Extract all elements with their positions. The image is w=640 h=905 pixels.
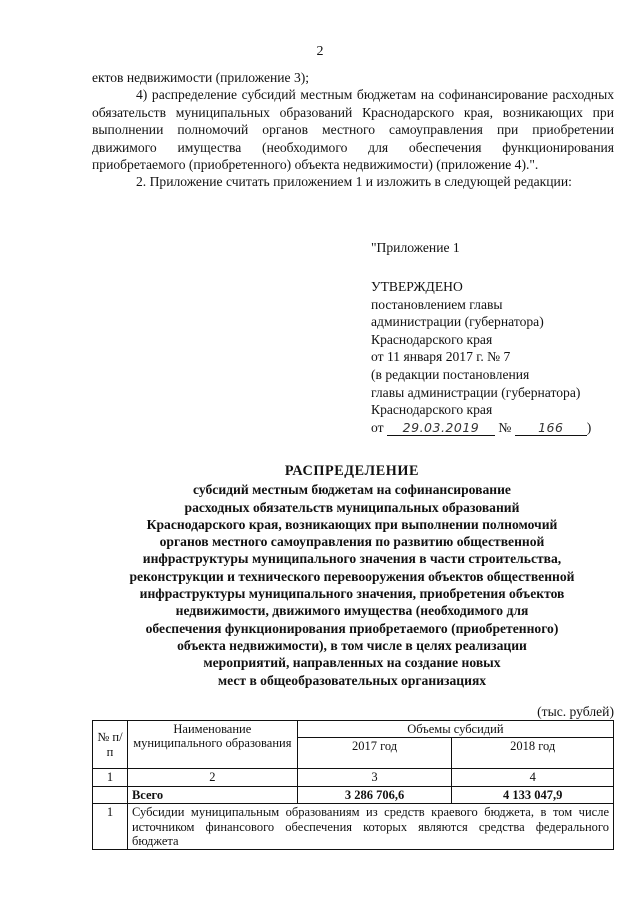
total-num-cell (93, 786, 128, 803)
col-number: 2 (127, 769, 297, 786)
title-heading: РАСПРЕДЕЛЕНИЕ (284, 463, 420, 479)
approval-stamp (371, 278, 616, 436)
close-paren: ) (586, 419, 592, 435)
table-header-row (93, 721, 614, 738)
intro-item-4: 4) распределение субсидий местным бюджетам на софинансирование расходных обязательств муниципальных образований Краснодарского края, возникающих при выполнении полномочий органов местного самоуправления при приобретении движимого имущества (необходимого для обеспечения функционирования приобретаемого (приобретенного) объекта недвижимости) (приложение 4).". (92, 87, 614, 173)
header-num: № п/п (93, 721, 128, 769)
approval-line: Краснодарского края (371, 331, 493, 347)
page-number: 2 (316, 44, 324, 59)
table-row (93, 804, 614, 850)
ot-label: от (371, 419, 384, 435)
total-label: Всего (127, 786, 297, 803)
header-name: Наименование муниципального образования (127, 721, 297, 769)
units-label: (тыс. рублей) (537, 704, 614, 719)
approval-line: главы администрации (губернатора) (371, 384, 581, 400)
row-text: Субсидии муниципальным образованиям из средств краевого бюджета, в том числе источником финансового обеспечения которых являются средства федерального бюджета (127, 804, 613, 850)
title-line: Краснодарского края, возникающих при выполнении полномочий (146, 516, 558, 532)
title-line: органов местного самоуправления по развитию общественной (159, 534, 545, 550)
row-num: 1 (93, 804, 128, 850)
approval-line: (в редакции постановления (371, 366, 530, 382)
col-number: 4 (452, 769, 614, 786)
title-line: расходных обязательств муниципальных образований (184, 499, 520, 515)
intro-line-1: ектов недвижимости (приложение 3); (92, 70, 310, 85)
handwritten-date: 29.03.2019 (387, 421, 495, 436)
title-line: реконструкции и технического перевооружения объектов общественной (129, 568, 575, 584)
approval-line: от 11 января 2017 г. № 7 (371, 349, 511, 365)
title-line: инфраструктуры муниципального значения, приобретения объектов (139, 586, 565, 602)
approval-date-line (371, 419, 616, 437)
title-line: мест в общеобразовательных организациях (217, 672, 487, 688)
col-number: 3 (297, 769, 452, 786)
title-line: недвижимости, движимого имущества (необходимого для (175, 603, 529, 619)
header-year-2018: 2018 год (452, 738, 614, 769)
handwritten-number: 166 (515, 421, 587, 436)
header-volumes: Объемы субсидий (297, 721, 613, 738)
title-line: мероприятий, направленных на создание новых (203, 655, 501, 671)
intro-text (92, 69, 614, 191)
table-column-numbers-row (93, 769, 614, 786)
col-number: 1 (93, 769, 128, 786)
total-2018: 4 133 047,9 (452, 786, 614, 803)
number-sign: № (498, 419, 512, 435)
title-line: обеспечения функционирования приобретаемого (приобретенного) (145, 620, 559, 636)
title-line: субсидий местным бюджетам на софинансирование (193, 482, 511, 498)
approval-line: Краснодарского края (371, 402, 493, 418)
approval-line: постановлением главы (371, 296, 503, 312)
approval-line: администрации (губернатора) (371, 314, 544, 330)
subsidy-table (92, 720, 614, 850)
table-total-row (93, 786, 614, 803)
title-line: объекта недвижимости), в том числе в целях реализации (177, 637, 527, 653)
approved-label: УТВЕРЖДЕНО (371, 279, 463, 294)
title-line: инфраструктуры муниципального значения в части строительства, (142, 551, 562, 567)
appendix-label: "Приложение 1 (371, 240, 460, 255)
document-title (92, 463, 612, 689)
header-year-2017: 2017 год (297, 738, 452, 769)
total-2017: 3 286 706,6 (297, 786, 452, 803)
intro-item-2: 2. Приложение считать приложением 1 и изложить в следующей редакции: (136, 174, 572, 190)
